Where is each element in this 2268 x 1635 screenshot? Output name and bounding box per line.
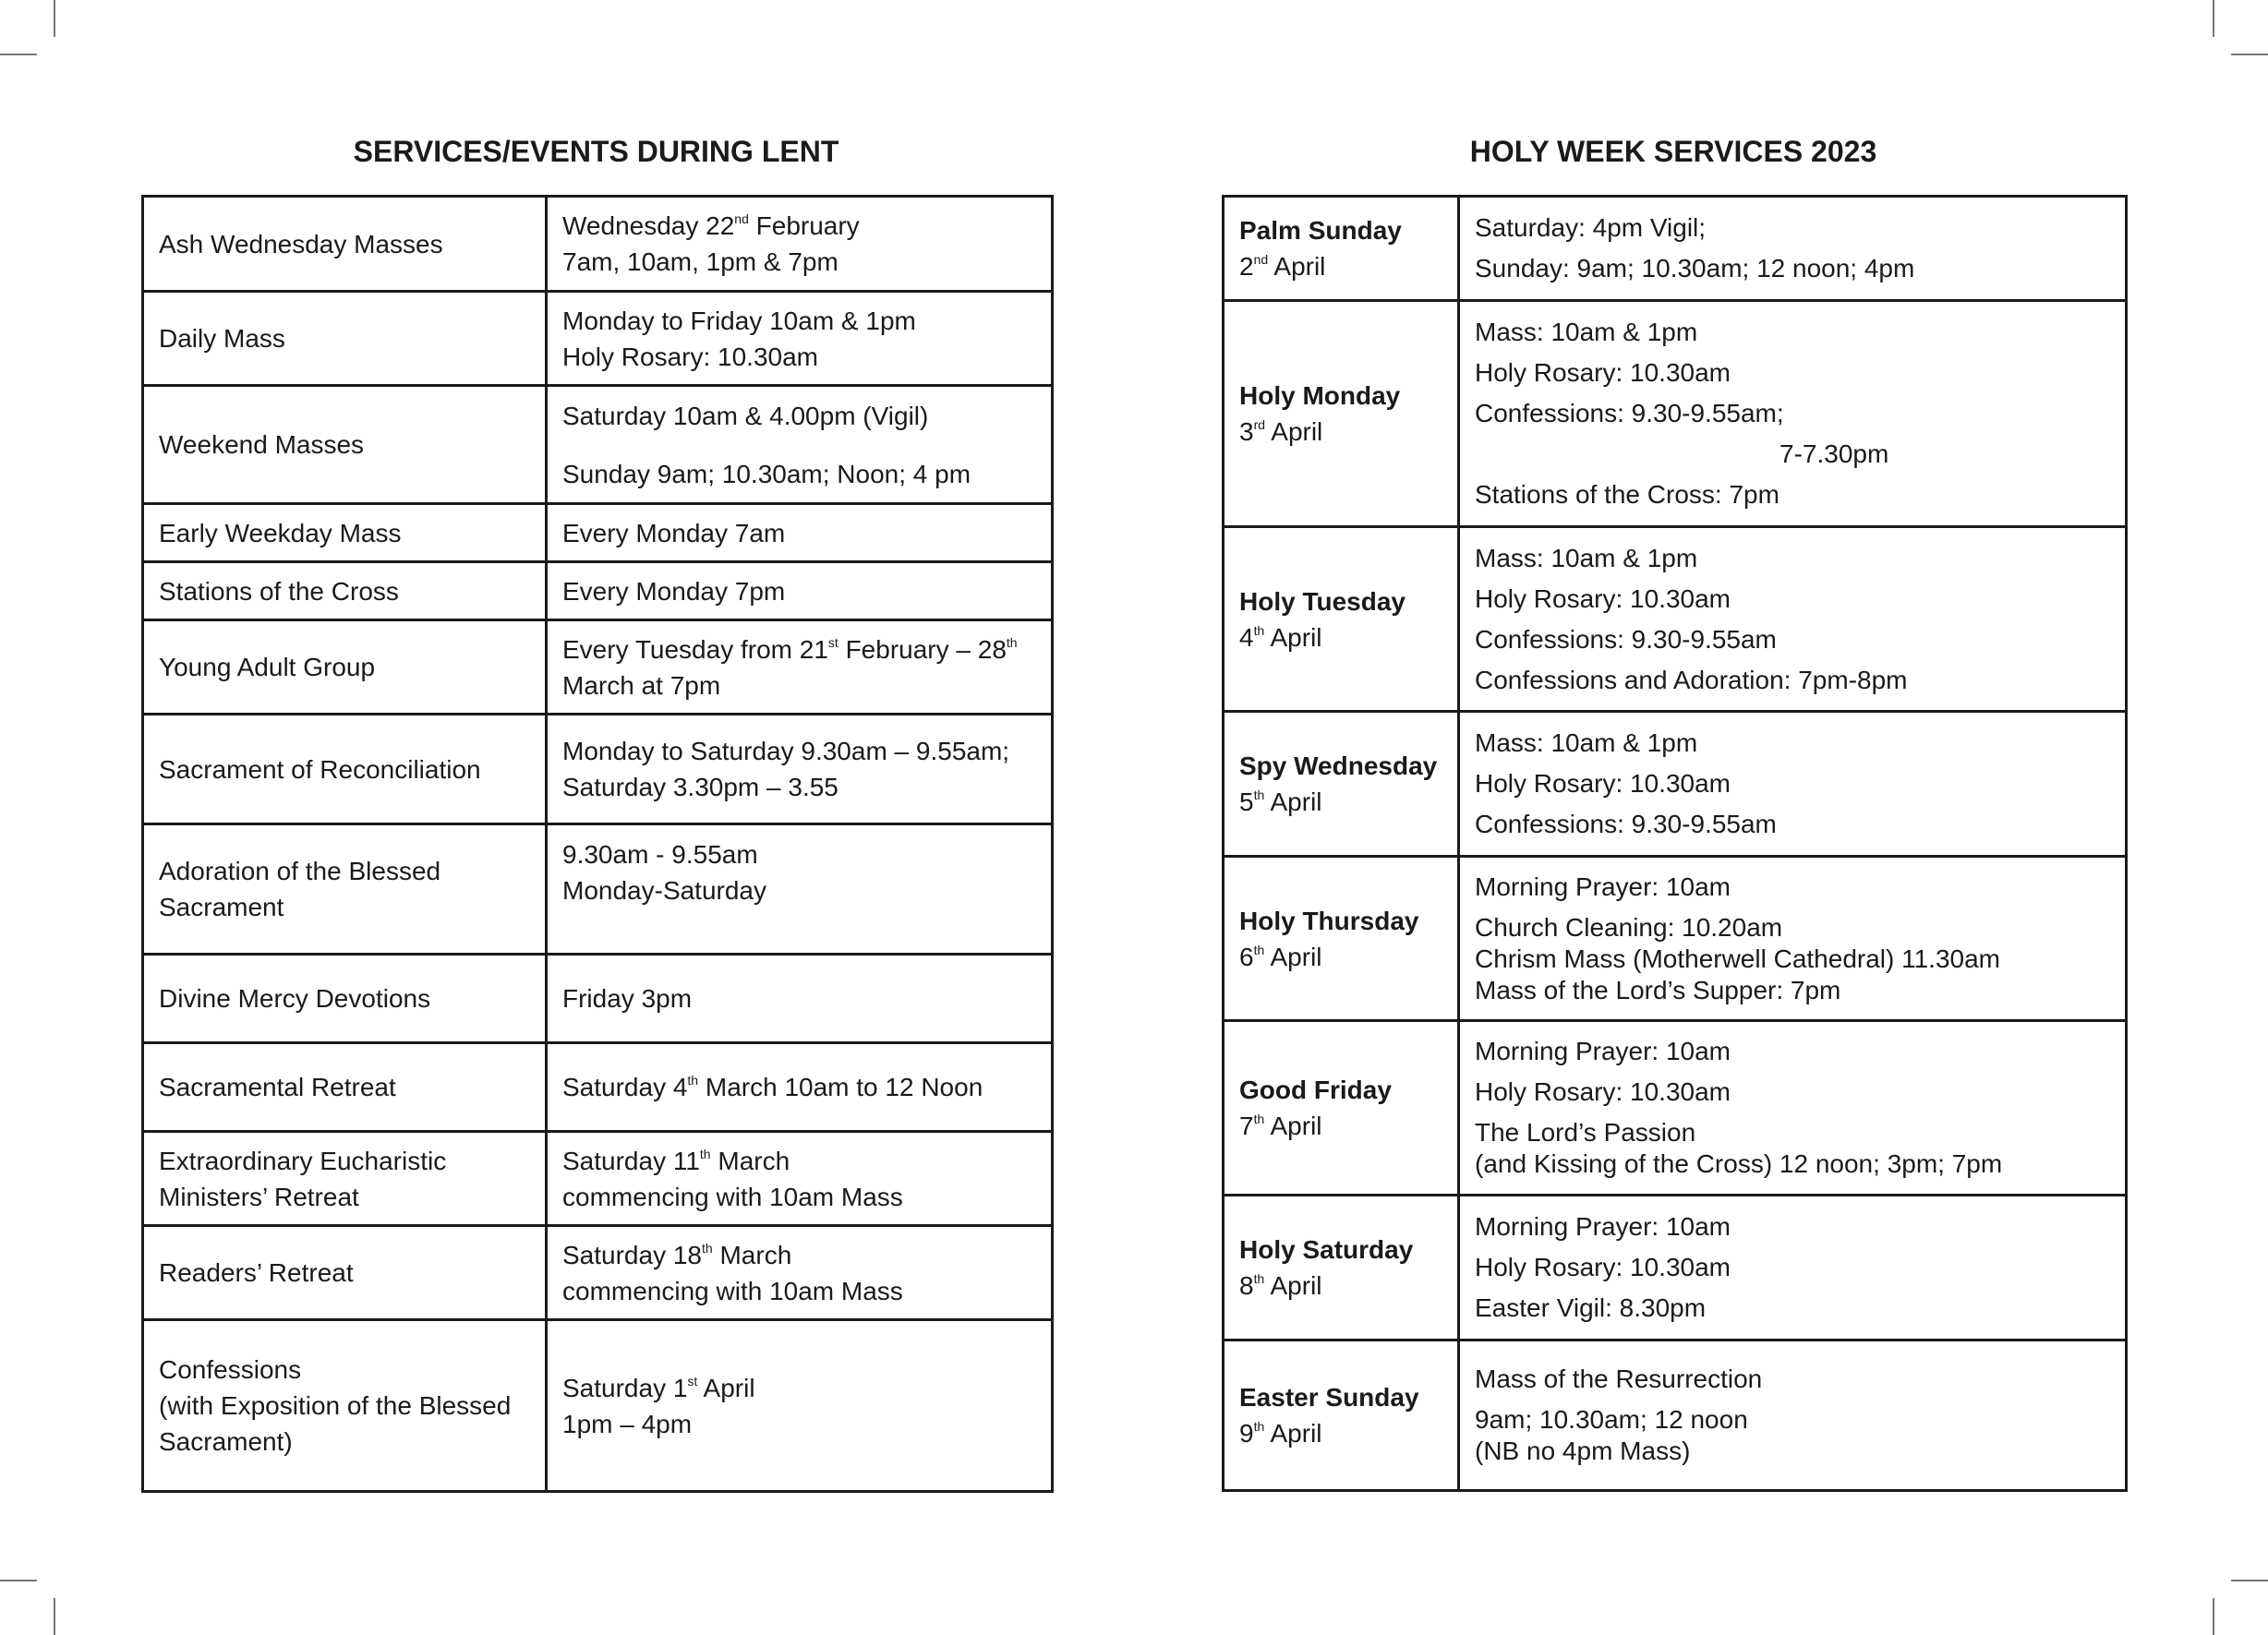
- details-cell: [547, 1320, 1053, 1492]
- details-line: Morning Prayer: 10am: [1475, 1037, 1731, 1065]
- details-line: Saturday 18th March: [562, 1240, 792, 1269]
- crop-mark: [2231, 54, 2268, 55]
- details-line: (and Kissing of the Cross) 12 noon; 3pm; 7pm: [1475, 1149, 2003, 1178]
- details-line: Confessions: 9.30-9.55am;: [1475, 399, 1784, 427]
- details-line: Chrism Mass (Motherwell Cathedral) 11.30am: [1475, 944, 2000, 973]
- event-label: Daily Mass: [159, 324, 285, 353]
- lent-services-table: [141, 195, 1054, 1493]
- details-line: Monday-Saturday: [562, 876, 767, 905]
- crop-mark: [54, 0, 55, 37]
- details-line: Saturday 3.30pm – 3.55: [562, 773, 838, 801]
- day-name: Holy Saturday: [1239, 1235, 1414, 1264]
- day-cell: [1224, 301, 1459, 527]
- details-line: Wednesday 22nd February: [562, 211, 860, 240]
- details-line: 9.30am - 9.55am: [562, 840, 758, 869]
- event-cell: [143, 562, 547, 620]
- day-name: Spy Wednesday: [1239, 751, 1438, 780]
- details-cell: [1459, 857, 2127, 1021]
- details-line: Holy Rosary: 10.30am: [1475, 1253, 1731, 1281]
- crop-mark: [2231, 1580, 2268, 1581]
- details-line: 1pm – 4pm: [562, 1409, 693, 1438]
- details-line: Mass of the Lord’s Supper: 7pm: [1475, 975, 1841, 1004]
- event-cell: [143, 1320, 547, 1492]
- details-line: Saturday 11th March: [562, 1146, 790, 1175]
- event-cell: [143, 1043, 547, 1132]
- details-line: Saturday 1st April: [562, 1373, 755, 1402]
- table-row: [143, 1320, 1053, 1492]
- details-line: Holy Rosary: 10.30am: [1475, 1077, 1731, 1106]
- details-line: March at 7pm: [562, 670, 721, 700]
- details-cell: [547, 386, 1053, 504]
- day-cell: [1224, 1340, 1459, 1491]
- details-line: commencing with 10am Mass: [562, 1276, 903, 1305]
- details-line: Church Cleaning: 10.20am: [1475, 912, 1783, 942]
- table-row: [1224, 1196, 2127, 1340]
- table-row: [143, 824, 1053, 955]
- crop-mark: [0, 1580, 37, 1581]
- lent-services-title: SERVICES/EVENTS DURING LENT: [353, 135, 839, 168]
- event-label: Sacrament): [159, 1427, 293, 1456]
- event-label: Confessions: [159, 1355, 302, 1384]
- details-line: Every Monday 7am: [562, 518, 786, 547]
- table-row: [143, 1132, 1053, 1226]
- details-line: 7-7.30pm: [1779, 439, 1889, 468]
- event-label: Adoration of the Blessed: [159, 857, 441, 885]
- details-cell: [1459, 301, 2127, 527]
- event-label: Stations of the Cross: [159, 576, 399, 606]
- day-cell: [1224, 527, 1459, 712]
- details-line: Every Monday 7pm: [562, 576, 786, 606]
- details-cell: [547, 1226, 1053, 1320]
- details-line: Confessions: 9.30-9.55am: [1475, 810, 1777, 838]
- table-row: [143, 620, 1053, 715]
- details-line: 9am; 10.30am; 12 noon: [1475, 1405, 1748, 1434]
- table-row: [143, 292, 1053, 386]
- details-line: Confessions: 9.30-9.55am: [1475, 624, 1777, 654]
- details-cell: [547, 1132, 1053, 1226]
- details-cell: [547, 504, 1053, 562]
- details-line: Mass: 10am & 1pm: [1475, 318, 1698, 346]
- details-cell: [1459, 197, 2127, 301]
- details-line: The Lord’s Passion: [1475, 1118, 1696, 1147]
- crop-mark: [54, 1598, 55, 1635]
- table-row: [1224, 301, 2127, 527]
- details-line: 7am, 10am, 1pm & 7pm: [562, 247, 838, 276]
- details-line: Stations of the Cross: 7pm: [1475, 480, 1779, 509]
- event-cell: [143, 620, 547, 715]
- details-cell: [547, 620, 1053, 715]
- day-date: 7th April: [1239, 1112, 1322, 1140]
- details-line: Every Tuesday from 21st February – 28th: [562, 634, 1018, 664]
- details-line: Mass of the Resurrection: [1475, 1365, 1763, 1393]
- details-line: Easter Vigil: 8.30pm: [1475, 1293, 1707, 1322]
- details-cell: [547, 292, 1053, 386]
- details-line: (NB no 4pm Mass): [1475, 1437, 1691, 1465]
- details-line: Confessions and Adoration: 7pm-8pm: [1475, 665, 1908, 694]
- event-label: Sacrament: [159, 893, 284, 921]
- day-name: Holy Monday: [1239, 381, 1401, 410]
- details-line: Mass: 10am & 1pm: [1475, 728, 1698, 757]
- day-cell: [1224, 857, 1459, 1021]
- table-row: [143, 562, 1053, 620]
- event-cell: [143, 197, 547, 292]
- table-row: [1224, 857, 2127, 1021]
- event-cell: [143, 504, 547, 562]
- crop-mark: [2213, 0, 2214, 37]
- details-cell: [547, 197, 1053, 292]
- event-cell: [143, 292, 547, 386]
- crop-mark: [2213, 1598, 2214, 1635]
- holy-week-table: [1222, 195, 2128, 1492]
- event-cell: [143, 1226, 547, 1320]
- event-label: Sacramental Retreat: [159, 1073, 396, 1101]
- details-line: Saturday 10am & 4.00pm (Vigil): [562, 401, 929, 430]
- table-row: [1224, 712, 2127, 857]
- day-date: 5th April: [1239, 787, 1322, 816]
- day-cell: [1224, 712, 1459, 857]
- day-name: Holy Tuesday: [1239, 586, 1405, 616]
- event-label: Sacrament of Reconciliation: [159, 754, 481, 784]
- table-row: [143, 715, 1053, 824]
- day-date: 3rd April: [1239, 417, 1323, 446]
- details-line: Morning Prayer: 10am: [1475, 1212, 1731, 1241]
- details-line: Saturday: 4pm Vigil;: [1475, 213, 1707, 242]
- day-date: 8th April: [1239, 1271, 1322, 1300]
- day-date: 6th April: [1239, 942, 1322, 971]
- day-date: 2nd April: [1239, 252, 1326, 281]
- day-date: 4th April: [1239, 622, 1322, 652]
- details-line: Holy Rosary: 10.30am: [1475, 583, 1731, 613]
- day-cell: [1224, 197, 1459, 301]
- details-line: Holy Rosary: 10.30am: [562, 342, 819, 371]
- table-row: [1224, 1021, 2127, 1196]
- event-label: Weekend Masses: [159, 430, 365, 459]
- details-line: Monday to Friday 10am & 1pm: [562, 306, 916, 335]
- event-cell: [143, 386, 547, 504]
- details-cell: [1459, 527, 2127, 712]
- details-cell: [1459, 712, 2127, 857]
- details-line: Monday to Saturday 9.30am – 9.55am;: [562, 737, 1010, 765]
- details-cell: [547, 715, 1053, 824]
- day-name: Holy Thursday: [1239, 906, 1419, 935]
- details-cell: [547, 955, 1053, 1043]
- details-cell: [547, 1043, 1053, 1132]
- day-cell: [1224, 1021, 1459, 1196]
- event-label: (with Exposition of the Blessed: [159, 1391, 512, 1420]
- event-label: Ash Wednesday Masses: [159, 229, 443, 258]
- event-cell: [143, 824, 547, 955]
- event-cell: [143, 715, 547, 824]
- event-label: Young Adult Group: [159, 653, 376, 681]
- event-cell: [143, 955, 547, 1043]
- table-row: [143, 955, 1053, 1043]
- details-line: Friday 3pm: [562, 984, 693, 1013]
- event-label: Readers’ Retreat: [159, 1258, 354, 1287]
- day-name: Palm Sunday: [1239, 216, 1402, 245]
- table-row: [143, 1043, 1053, 1132]
- holy-week-title: HOLY WEEK SERVICES 2023: [1469, 135, 1877, 168]
- table-row: [1224, 197, 2127, 301]
- day-name: Good Friday: [1239, 1076, 1392, 1104]
- crop-mark: [0, 54, 37, 55]
- event-label: Divine Mercy Devotions: [159, 984, 431, 1013]
- details-cell: [1459, 1196, 2127, 1340]
- details-line: Morning Prayer: 10am: [1475, 872, 1731, 901]
- event-label: Ministers’ Retreat: [159, 1182, 359, 1211]
- table-row: [143, 1226, 1053, 1320]
- details-line: Holy Rosary: 10.30am: [1475, 358, 1731, 387]
- event-cell: [143, 1132, 547, 1226]
- details-cell: [547, 824, 1053, 955]
- details-line: Saturday 4th March 10am to 12 Noon: [562, 1073, 983, 1101]
- table-row: [1224, 527, 2127, 712]
- details-cell: [1459, 1340, 2127, 1491]
- details-line: Mass: 10am & 1pm: [1475, 543, 1698, 572]
- table-row: [143, 386, 1053, 504]
- details-line: Holy Rosary: 10.30am: [1475, 769, 1731, 798]
- details-cell: [547, 562, 1053, 620]
- details-line: Sunday 9am; 10.30am; Noon; 4 pm: [562, 459, 971, 488]
- day-date: 9th April: [1239, 1419, 1322, 1448]
- day-name: Easter Sunday: [1239, 1383, 1419, 1412]
- event-label: Extraordinary Eucharistic: [159, 1146, 447, 1175]
- details-cell: [1459, 1021, 2127, 1196]
- table-row: [1224, 1340, 2127, 1491]
- day-cell: [1224, 1196, 1459, 1340]
- table-row: [143, 197, 1053, 292]
- event-label: Early Weekday Mass: [159, 518, 402, 547]
- table-row: [143, 504, 1053, 562]
- details-line: Sunday: 9am; 10.30am; 12 noon; 4pm: [1475, 254, 1915, 283]
- details-line: commencing with 10am Mass: [562, 1182, 903, 1211]
